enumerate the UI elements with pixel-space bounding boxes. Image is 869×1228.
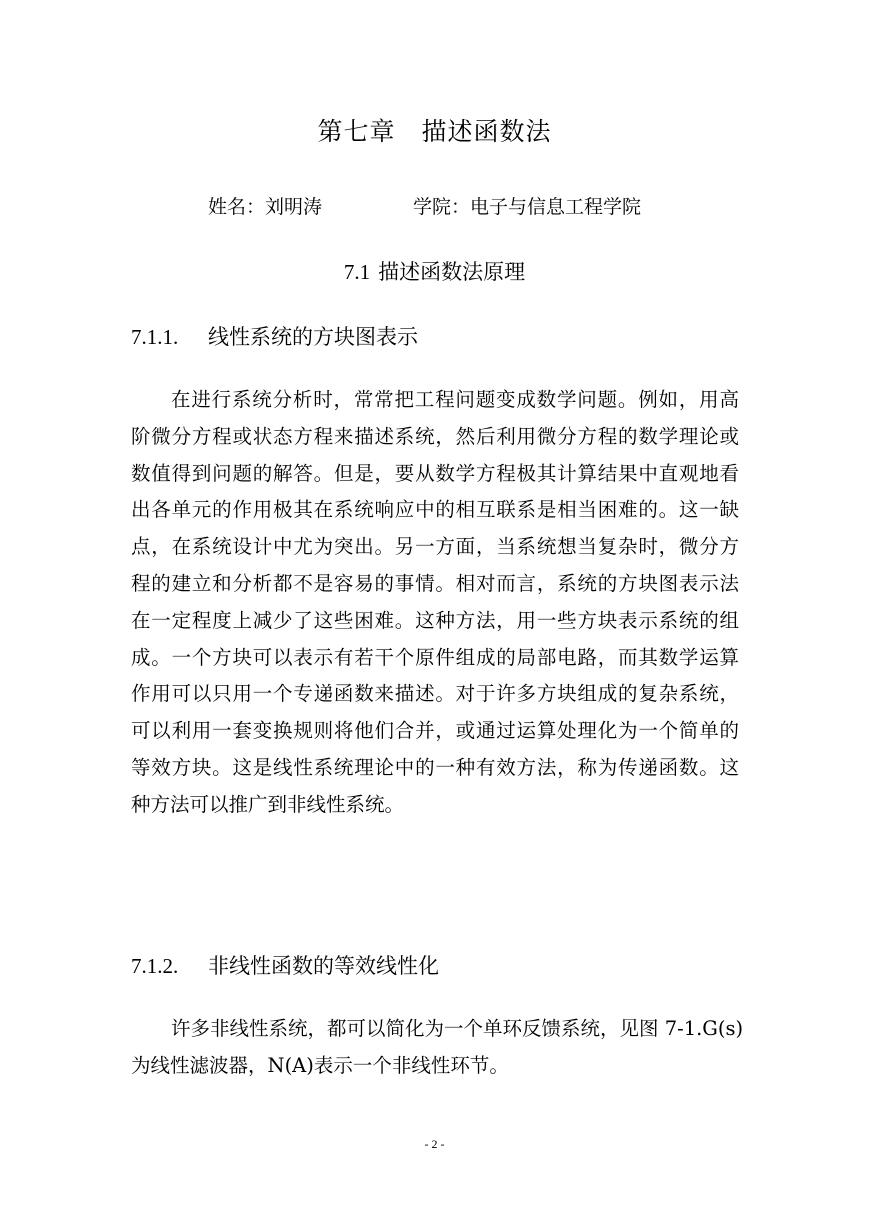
author-line [0,191,869,223]
chapter-title: 第七章 描述函数法 [317,117,552,146]
subsection-title: 非线性函数的等效线性化 [208,954,439,978]
page-number: - 2 - [424,1137,445,1151]
paragraph-line: 数值得到问题的解答。但是，要从数学方程极其计算结果中直观地看 [131,461,739,485]
paragraph-line: 种方法可以推广到非线性系统。 [131,792,405,816]
subsection-heading-7-1-2 [131,947,439,985]
paragraph-line: 作用可以只用一个专递函数来描述。对于许多方块组成的复杂系统， [131,682,739,706]
paragraph-block-diagram [131,382,739,824]
paragraph-line: 在进行系统分析时，常常把工程问题变成数学问题。例如，用高 [171,388,739,411]
paragraph-line: 等效方块。这是线性系统理论中的一种有效方法，称为传递函数。这 [131,755,739,779]
section-title [0,254,869,290]
paragraph-line: 成。一个方块可以表示有若干个原件组成的局部电路，而其数学运算 [131,645,739,669]
author-school: 学院：电子与信息工程学院 [413,196,642,218]
paragraph-line: 许多非线性系统，都可以简化为一个单环反馈系统，见图 7-1.G(s) [171,1017,744,1040]
paragraph-line: 出各单元的作用极其在系统响应中的相互联系是相当困难的。这一缺 [131,498,739,522]
paragraph-line: 为线性滤波器，N(A)表示一个非线性环节。 [131,1053,509,1077]
subsection-heading-7-1-1 [131,318,418,356]
author-name: 姓名：刘明涛 [208,196,323,218]
paragraph-line: 阶微分方程或状态方程来描述系统，然后利用微分方程的数学理论或 [131,424,739,448]
subsection-number: 7.1.2. [131,954,179,978]
paragraph-line: 程的建立和分析都不是容易的事情。相对而言，系统的方块图表示法 [131,571,739,595]
paragraph-line: 可以利用一套变换规则将他们合并，或通过运算处理化为一个简单的 [131,719,739,743]
subsection-number: 7.1.1. [131,325,179,349]
subsection-title: 线性系统的方块图表示 [208,325,418,349]
section-title-text: 描述函数法原理 [378,260,526,284]
paragraph-line: 在一定程度上减少了这些困难。这种方法，用一些方块表示系统的组 [131,608,739,632]
section-number: 7.1 [343,260,371,284]
paragraph-linearization [131,1011,744,1085]
paragraph-line: 点，在系统设计中尤为突出。另一方面，当系统想当复杂时，微分方 [131,535,739,559]
